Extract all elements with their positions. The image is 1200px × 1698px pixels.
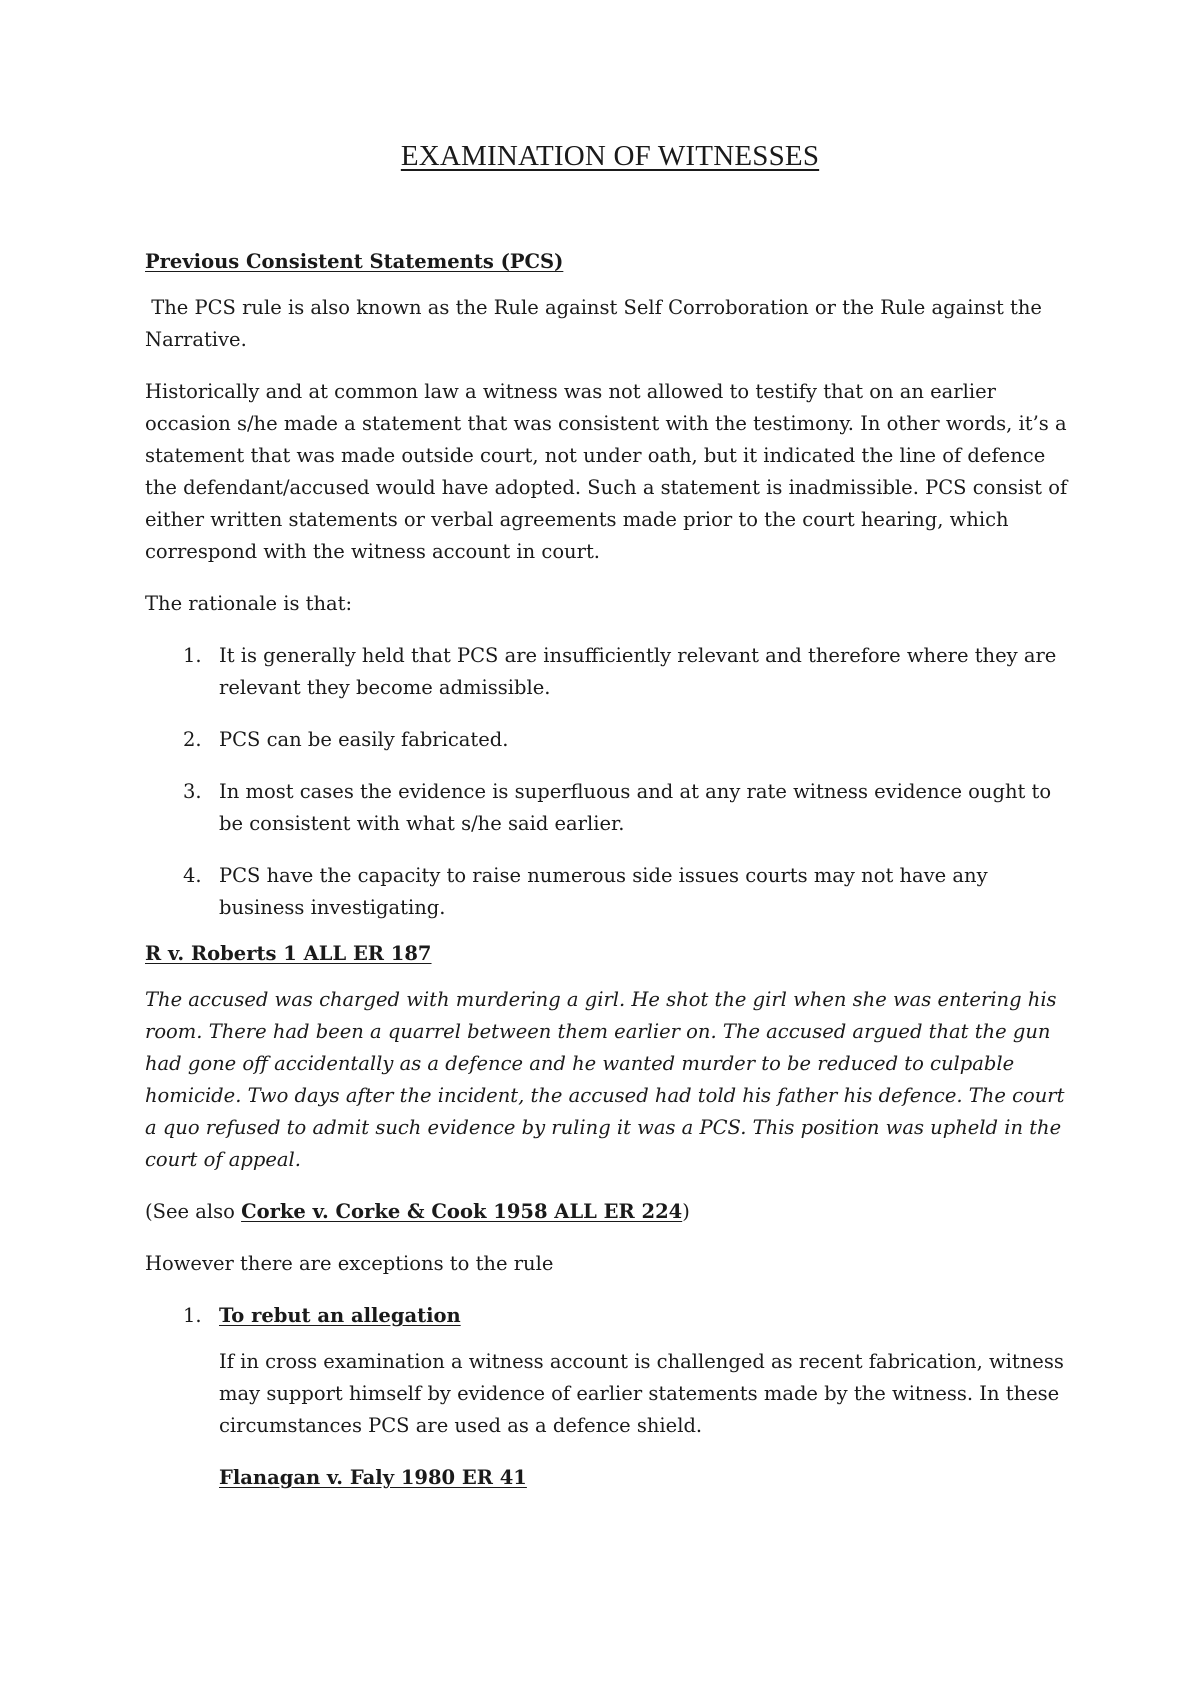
list-item <box>145 860 1075 924</box>
case-heading-flanagan <box>145 1462 1075 1494</box>
rationale-intro: The rationale is that: <box>145 592 353 615</box>
history-paragraph: Historically and at common law a witness was not allowed to testify that on an earlier occasion s/he made a statement that was consistent with the testimony. In other words, it’s a statement that was made outside court, not under oath, but it indicated the line of defence the defendant/accused would have adopted. Such a statement is inadmissible. PCS consist of either written statements or verbal agreements made prior to the court hearing, which correspond with the witness account in court. <box>145 380 1068 563</box>
list-item <box>145 1300 1075 1332</box>
list-number: 1. <box>183 1304 202 1327</box>
see-also-paragraph <box>145 1196 1075 1228</box>
section-heading: Previous Consistent Statements (PCS) <box>145 250 564 273</box>
list-item-text: PCS have the capacity to raise numerous side issues courts may not have any business investigating. <box>219 864 988 919</box>
see-also-suffix: ) <box>682 1200 690 1223</box>
case-reference-corke: Corke v. Corke & Cook 1958 ALL ER 224 <box>241 1200 683 1223</box>
list-item-text: In most cases the evidence is superfluous and at any rate witness evidence ought to be consistent with what s/he said earlier. <box>219 780 1052 835</box>
list-item <box>145 776 1075 840</box>
intro-paragraph: The PCS rule is also known as the Rule against Self Corroboration or the Rule against the Narrative. <box>145 296 1049 351</box>
list-number: 4. <box>183 864 202 887</box>
list-item-text: It is generally held that PCS are insufficiently relevant and therefore where they are relevant they become admissible. <box>219 644 1057 699</box>
rationale-list <box>145 640 1075 924</box>
document-body <box>145 140 1075 1508</box>
exceptions-intro: However there are exceptions to the rule <box>145 1252 554 1275</box>
list-number: 2. <box>183 728 202 751</box>
document-title: EXAMINATION OF WITNESSES <box>400 140 820 172</box>
see-also-prefix: (See also <box>145 1200 242 1223</box>
exception-heading: To rebut an allegation <box>219 1304 461 1327</box>
list-number: 1. <box>183 644 202 667</box>
case-heading-flanagan-text: Flanagan v. Faly 1980 ER 41 <box>219 1466 527 1489</box>
list-item <box>145 640 1075 704</box>
case-summary-roberts: The accused was charged with murdering a girl. He shot the girl when she was entering his room. There had been a quarrel between them earlier on. The accused argued that the gun had gone off accidentally as a defence and he wanted murder to be reduced to culpable homicide. Two days after the incident, the accused had told his father his defence. The court a quo refused to admit such evidence by ruling it was a PCS. This position was upheld in the court of appeal. <box>145 988 1065 1171</box>
list-number: 3. <box>183 780 202 803</box>
list-item-text: PCS can be easily fabricated. <box>219 728 509 751</box>
exceptions-list <box>145 1300 1075 1332</box>
case-heading-roberts: R v. Roberts 1 ALL ER 187 <box>145 942 432 965</box>
list-item <box>145 724 1075 756</box>
exception-paragraph: If in cross examination a witness account is challenged as recent fabrication, witness may support himself by evidence of earlier statements made by the witness. In these circumstances PCS are used as a defence shield. <box>219 1350 1064 1437</box>
